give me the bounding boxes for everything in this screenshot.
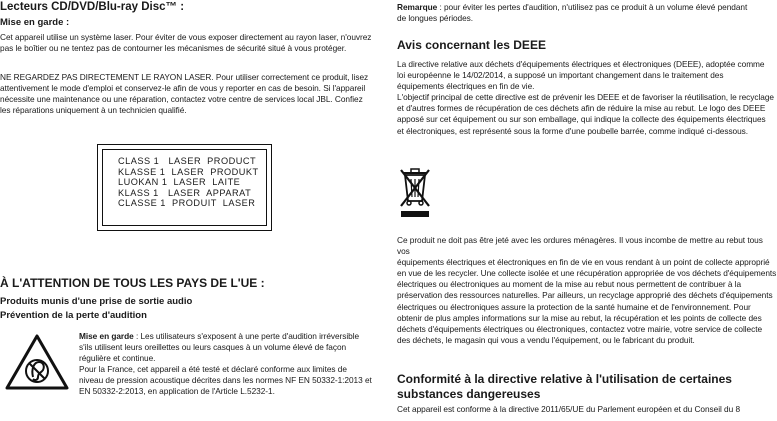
laser-class-label-inner xyxy=(102,149,267,226)
text-line: s'ils utilisent leurs oreillettes ou leurs casques à un volume élevé de façon xyxy=(79,342,347,353)
text-line: équipements électriques et électroniques en fin de vie en vous rendant à un point de collecte approprié xyxy=(397,257,770,268)
remark-label: Remarque xyxy=(397,2,438,12)
optical-drive-title xyxy=(0,0,184,14)
laser-label-line: CLASS 1 LASER PRODUCT xyxy=(118,156,257,166)
subheadings xyxy=(0,295,192,323)
text-line: L'objectif principal de cette directive est de prévenir les DEEE et de favoriser la réutilisation, le recyclage xyxy=(397,92,774,103)
text-line: Ce produit ne doit pas être jeté avec les ordures ménagères. Il vous incombe de mettre au rebut tous vos xyxy=(397,235,763,257)
eu-heading: À L'ATTENTION DE TOUS LES PAYS DE L'UE : xyxy=(0,276,265,290)
deee-body xyxy=(397,59,777,137)
remark-block xyxy=(397,2,777,24)
subheading-audio-output: Produits munis d'une prise de sortie audio xyxy=(0,296,193,307)
text-line: de longues périodes. xyxy=(397,13,474,24)
text-line: en vue de les recycler. Une collecte isolée et une récupération appropriée de vos déchets d'équipements xyxy=(397,268,777,279)
deee-heading-block xyxy=(397,38,546,53)
weee-crossed-bin-icon xyxy=(398,165,432,218)
text-line: Pour la France, cet appareil a été testé et déclaré conforme aux limites de xyxy=(79,364,347,375)
text-line: et électroniques, est représenté sous la forme d'une poubelle barrée, comme indiqué ci-dessous. xyxy=(397,125,749,136)
hearing-warning-icon xyxy=(4,333,70,391)
rohs-heading: Conformité à la directive relative à l'utilisation de certaines xyxy=(397,372,732,386)
text-line: niveau de pression acoustique décrites dans les normes NF EN 50332-1:2013 et xyxy=(79,375,372,386)
text-line: électriques ou électroniques au moment de la mise au rebut nous permettent de contribuer à la xyxy=(397,279,742,290)
text-line: équipements électriques en fin de vie. xyxy=(397,81,535,92)
laser-class-label xyxy=(97,144,272,231)
text-line: attentivement le mode d'emploi et conservez-le afin de vous y reporter en cas de besoin. Si l'appareil xyxy=(0,83,366,94)
hearing-warning-text xyxy=(79,331,383,398)
text-line: La directive relative aux déchets d'équipements électriques et électroniques (DEEE), adoptée comme xyxy=(397,59,765,69)
text-line: apposé sur cet équipement ou sur son emballage, qui indique la collecte des équipements électriques xyxy=(397,114,766,125)
disposal-body xyxy=(397,235,777,346)
text-line: régulière et continue. xyxy=(79,353,156,364)
text-line: NE REGARDEZ PAS DIRECTEMENT LE RAYON LASER. Pour utiliser correctement ce produit, lisez xyxy=(0,72,369,82)
rohs-heading: substances dangereuses xyxy=(397,387,541,401)
text-line: EN 50332-2:2013, en application de l'Article L.5232-1. xyxy=(79,386,275,397)
text-line: déchets d'équipements électriques ou électroniques, contactez votre mairie, votre service de collecte xyxy=(397,323,763,334)
eu-heading-block xyxy=(0,276,265,291)
caution-block xyxy=(0,17,383,54)
text-line: des déchets, le magasin qui vous a vendu l'équipement, ou le fabricant du produit. xyxy=(397,334,695,345)
text-line: obtenir de plus amples informations sur la mise au rebut, la récupération et les points de collecte des xyxy=(397,312,762,323)
text-line: électriques ou électroniques assure la protection de la santé humaine et de l'environnement. Pour xyxy=(397,301,751,312)
text-line: Cet appareil utilise un système laser. Pour éviter de vous exposer directement au rayon laser, n'ouvrez xyxy=(0,32,372,42)
text-line: pas le boîtier ou ne tentez pas de contourner les mécanismes de sécurité situé à vous protéger. xyxy=(0,43,347,54)
text-line: : pour éviter les pertes d'audition, n'utilisez pas ce produit à un volume élevé pendant xyxy=(437,2,748,12)
deee-heading: Avis concernant les DEEE xyxy=(397,38,546,52)
text-line: les réparations uniquement à un technicien qualifié. xyxy=(0,105,187,116)
laser-warning-block xyxy=(0,72,383,116)
text-line: préservation des ressources naturelles. Par ailleurs, un recyclage approprié des déchets d'équipements xyxy=(397,290,773,301)
text-line: : Les utilisateurs s'exposent à une perte d'audition irréversible xyxy=(133,331,360,341)
text-line: nécessite une maintenance ou une réparation, contactez votre centre de services local JBL. Confiez xyxy=(0,94,363,105)
laser-label-line: KLASSE 1 LASER PRODUKT xyxy=(118,166,259,177)
text-line: et d'autres formes de récupération de ces déchets afin de réduire la mise au rebut. Le logo des DEEE xyxy=(397,103,766,114)
rohs-block xyxy=(397,372,777,415)
caution-heading: Mise en garde : xyxy=(0,17,70,28)
text-line: Cet appareil est conforme à la directive 2011/65/UE du Parlement européen et du Conseil du 8 xyxy=(397,404,741,414)
laser-label-line: LUOKAN 1 LASER LAITE xyxy=(118,177,241,188)
laser-label-line: CLASSE 1 PRODUIT LASER xyxy=(118,198,256,209)
subheading-hearing-loss: Prévention de la perte d'audition xyxy=(0,310,147,321)
section-title: Lecteurs CD/DVD/Blu-ray Disc™ : xyxy=(0,1,185,13)
laser-label-line: KLASS 1 LASER APPARAT xyxy=(118,187,252,198)
hearing-label: Mise en garde xyxy=(79,331,134,341)
text-line: loi européenne le 14/02/2014, a supposé un important changement dans le traitement des xyxy=(397,70,724,81)
